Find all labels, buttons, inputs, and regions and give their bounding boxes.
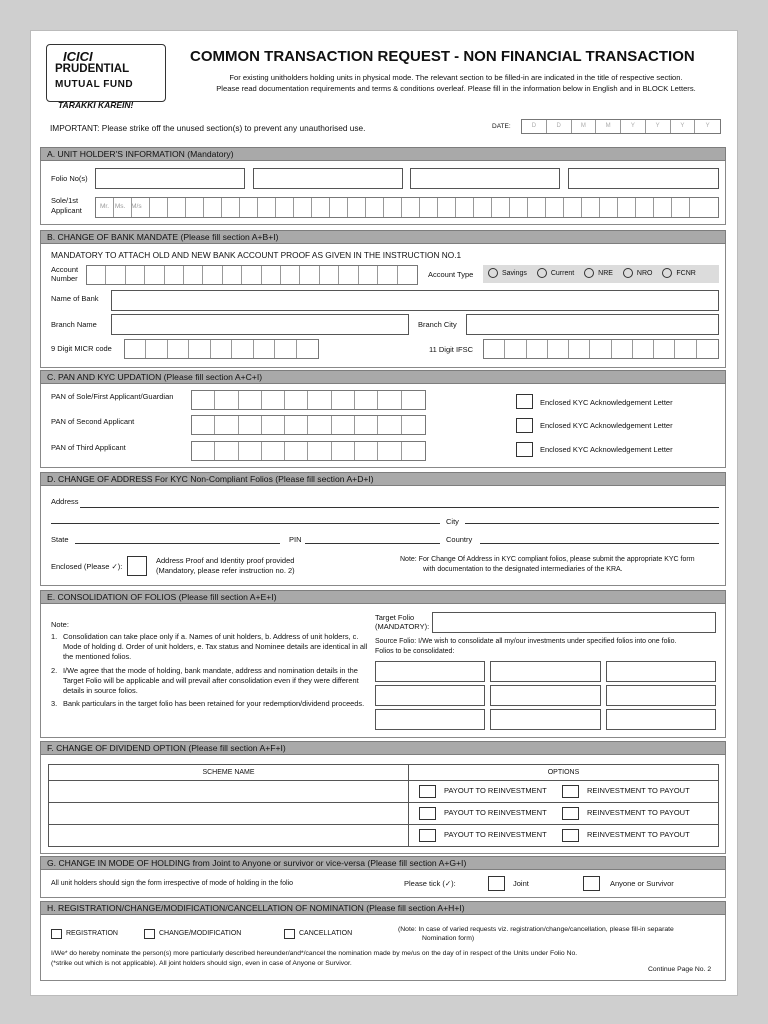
logo-box xyxy=(46,44,166,102)
cancellation-label: CANCELLATION xyxy=(299,930,353,937)
kyc-label-3: Enclosed KYC Acknowledgement Letter xyxy=(540,445,673,454)
consolidation-notes xyxy=(51,632,369,709)
folio-input-1[interactable] xyxy=(95,168,245,189)
cancellation-checkbox[interactable] xyxy=(284,929,295,939)
pan1-cells[interactable] xyxy=(191,390,426,410)
opt-label: REINVESTMENT TO PAYOUT xyxy=(587,808,690,818)
declaration-line-2: (*strike out which is not applicable). All joint holders should sign, even in case of Anyone or Survivor. xyxy=(51,960,352,967)
note-item: 1. Consolidation can take place only if a. Names of unit holders, b. Address of unit holders, c. Mode of holding d. Order of unit holders, e. Tax status and Nominee details are identical in all the mentioned folios. xyxy=(51,632,368,662)
section-h-body xyxy=(40,915,726,981)
radio-nre[interactable] xyxy=(584,270,613,277)
folios-to-consolidate: Folios to be consolidated: xyxy=(375,648,455,655)
address-proof-label: Address Proof and Identity proof provided xyxy=(156,556,295,565)
section-c-header: C. PAN AND KYC UPDATION (Please fill section A+C+I) xyxy=(40,370,726,384)
source-folio-8[interactable] xyxy=(490,709,601,730)
section-d-header: D. CHANGE OF ADDRESS For KYC Non-Compliant Folios (Please fill section A+D+I) xyxy=(40,472,726,486)
kyc-checkbox-3[interactable] xyxy=(516,442,533,457)
source-folio-4[interactable] xyxy=(375,685,485,706)
opt-label: PAYOUT TO REINVESTMENT xyxy=(444,830,547,840)
account-label: Account xyxy=(51,265,79,274)
section-b-header: B. CHANGE OF BANK MANDATE (Please fill section A+B+I) xyxy=(40,230,726,244)
branch-name-input[interactable] xyxy=(111,314,409,335)
logo-sub: PRUDENTIAL xyxy=(55,63,130,75)
scheme-cell[interactable] xyxy=(49,781,409,803)
scheme-cell[interactable] xyxy=(49,803,409,825)
logo-mf: MUTUAL FUND xyxy=(55,79,134,90)
radio-circle-icon xyxy=(488,268,498,278)
state-line[interactable] xyxy=(75,543,280,544)
date-cell: M xyxy=(605,123,611,129)
country-line[interactable] xyxy=(480,543,719,544)
source-folio-6[interactable] xyxy=(606,685,716,706)
date-cell: Y xyxy=(705,123,710,129)
ifsc-cells[interactable] xyxy=(483,339,719,359)
note-item: 3. Bank particulars in the target folio has been retained for your redemption/dividend proceeds. xyxy=(51,699,369,709)
folio-input-4[interactable] xyxy=(568,168,719,189)
city-line[interactable] xyxy=(465,523,719,524)
source-folio-7[interactable] xyxy=(375,709,485,730)
source-folio-2[interactable] xyxy=(490,661,601,682)
ifsc-label: 11 Digit IFSC xyxy=(429,345,474,354)
pin-line[interactable] xyxy=(305,543,440,544)
joint-checkbox[interactable] xyxy=(488,876,505,891)
opt-label: REINVESTMENT TO PAYOUT xyxy=(587,830,690,840)
radio-circle-icon xyxy=(537,268,547,278)
address-line-2[interactable] xyxy=(51,523,440,524)
branch-city-label: Branch City xyxy=(418,320,457,329)
radio-nro[interactable] xyxy=(623,270,653,277)
section-a-header: A. UNIT HOLDER'S INFORMATION (Mandatory) xyxy=(40,147,726,161)
modification-checkbox[interactable] xyxy=(144,929,155,939)
radio-circle-icon xyxy=(662,268,672,278)
source-folio-3[interactable] xyxy=(606,661,716,682)
page-title: COMMON TRANSACTION REQUEST - NON FINANCIAL TRANSACTION xyxy=(190,48,695,65)
section-e-header: E. CONSOLIDATION OF FOLIOS (Please fill section A+E+I) xyxy=(40,590,726,604)
pan3-label: PAN of Third Applicant xyxy=(51,443,126,452)
pin-label: PIN xyxy=(289,535,302,544)
date-cell: Y xyxy=(680,123,685,129)
reinvest-to-payout-checkbox[interactable] xyxy=(562,807,579,820)
type-label: NRO xyxy=(636,270,653,277)
date-cell: Y xyxy=(630,123,635,129)
pan2-label: PAN of Second Applicant xyxy=(51,417,135,426)
scheme-header: SCHEME NAME xyxy=(49,765,409,781)
logo-tagline: TARAKKI KAREIN! xyxy=(58,100,134,110)
opt-label: REINVESTMENT TO PAYOUT xyxy=(587,786,690,796)
intro-line-1: For existing unitholders holding units in physical mode. The relevant section to be filled-in are indicated in the title of respective section. xyxy=(229,73,683,82)
payout-to-reinvest-checkbox[interactable] xyxy=(419,785,436,798)
radio-savings[interactable] xyxy=(488,270,527,277)
kyc-label-2: Enclosed KYC Acknowledgement Letter xyxy=(540,421,673,430)
account-type-label: Account Type xyxy=(428,270,474,279)
date-cells[interactable] xyxy=(521,119,721,134)
note-item: 2. I/We agree that the mode of holding, bank mandate, address and nomination details in the Target Folio will be applicable and will prevail after consolidation even if they were different details in source folios. xyxy=(51,666,369,697)
address-line-1[interactable] xyxy=(80,507,719,508)
opt-label: PAYOUT TO REINVESTMENT xyxy=(444,808,547,818)
title-options: Mr. Ms. M/s xyxy=(100,203,142,210)
city-label: City xyxy=(446,517,459,526)
source-folio-5[interactable] xyxy=(490,685,601,706)
registration-label: REGISTRATION xyxy=(66,930,118,937)
declaration-line-1: I/We* do hereby nominate the person(s) more particularly described hereunder/and*/cancel the nomination made by me/us on the day of in respect of the Units under Folio No. xyxy=(51,950,578,957)
pan2-cells[interactable] xyxy=(191,415,426,435)
pan1-label: PAN of Sole/First Applicant/Guardian xyxy=(51,392,174,401)
target-folio-label: Target Folio xyxy=(375,613,415,622)
account-type-options xyxy=(483,265,719,283)
consolidation-note-label: Note: xyxy=(51,620,69,629)
tick-label: Please tick (✓): xyxy=(404,879,456,888)
folio-input-2[interactable] xyxy=(253,168,403,189)
sole-label: Sole/1st xyxy=(51,196,79,205)
options-header: OPTIONS xyxy=(409,765,719,781)
branch-name-label: Branch Name xyxy=(51,320,97,329)
number-label: Number xyxy=(51,274,78,283)
type-label: NRE xyxy=(598,270,613,277)
micr-label: 9 Digit MICR code xyxy=(51,344,112,353)
applicant-name-cells[interactable] xyxy=(95,197,719,218)
note-text: Bank particulars in the target folio has been retained for your redemption/dividend proceeds. xyxy=(63,699,365,709)
target-folio-mandatory: (MANDATORY): xyxy=(375,622,430,631)
bank-name-input[interactable] xyxy=(111,290,719,311)
micr-cells[interactable] xyxy=(124,339,319,359)
type-label: FCNR xyxy=(676,270,696,277)
date-cell: Y xyxy=(655,123,660,129)
address-label: Address xyxy=(51,497,79,506)
section-h-header: H. REGISTRATION/CHANGE/MODIFICATION/CANCELLATION OF NOMINATION (Please fill section A+H+I) xyxy=(40,901,726,915)
radio-fcnr[interactable] xyxy=(662,270,695,277)
branch-city-input[interactable] xyxy=(466,314,719,335)
address-proof-checkbox[interactable] xyxy=(127,556,147,576)
address-note-2: with documentation to the designated intermediaries of the KRA. xyxy=(423,566,623,573)
source-folio-label: Source Folio: I/We wish to consolidate all my/our investments under specified folios into one folio. xyxy=(375,638,677,645)
scheme-cell[interactable] xyxy=(49,825,409,847)
nomination-note-2: Nomination form) xyxy=(422,935,475,942)
address-proof-sub: (Mandatory, please refer instruction no. 2) xyxy=(156,566,295,575)
modification-label: CHANGE/MODIFICATION xyxy=(159,930,242,937)
note-text: I/We agree that the mode of holding, bank mandate, address and nomination details in the Target Folio will be applicable and will prevail after consolidation even if they were different details in source folios. xyxy=(63,665,359,696)
bank-mandatory-note: MANDATORY TO ATTACH OLD AND NEW BANK ACCOUNT PROOF AS GIVEN IN THE INSTRUCTION NO.1 xyxy=(51,250,462,260)
enclosed-label: Enclosed (Please ✓): xyxy=(51,562,123,571)
options-cell xyxy=(409,781,719,803)
logo-brand: ICICI xyxy=(63,49,93,64)
intro-line-2: Please read documentation requirements and terms & conditions overleaf. Please fill in the information below in English and in BLOCK Letters. xyxy=(216,84,696,93)
anyone-survivor-checkbox[interactable] xyxy=(583,876,600,891)
type-label: Current xyxy=(550,270,575,277)
source-folio-9[interactable] xyxy=(606,709,716,730)
folio-label: Folio No(s) xyxy=(51,174,88,183)
target-folio-input[interactable] xyxy=(432,612,716,633)
source-folio-1[interactable] xyxy=(375,661,485,682)
state-label: State xyxy=(51,535,69,544)
dividend-table xyxy=(48,764,719,847)
continue-label: Continue Page No. 2 xyxy=(648,966,712,973)
registration-checkbox[interactable] xyxy=(51,929,62,939)
date-label: DATE: xyxy=(492,123,511,130)
address-note-1: Note: For Change Of Address in KYC compliant folios, please submit the appropriate KYC form xyxy=(400,556,695,563)
options-cell xyxy=(409,803,719,825)
nomination-note-1: (Note: In case of varied requests viz. registration/change/cancellation, please fill-in separate xyxy=(398,926,674,933)
radio-circle-icon xyxy=(584,268,594,278)
section-f-header: F. CHANGE OF DIVIDEND OPTION (Please fill section A+F+I) xyxy=(40,741,726,755)
holding-text: All unit holders should sign the form irrespective of mode of holding in the folio xyxy=(51,880,294,887)
joint-label: Joint xyxy=(513,879,529,888)
type-label: Savings xyxy=(502,270,527,277)
bank-name-label: Name of Bank xyxy=(51,294,99,303)
folio-input-3[interactable] xyxy=(410,168,560,189)
applicant-label: Applicant xyxy=(51,206,82,215)
kyc-checkbox-2[interactable] xyxy=(516,418,533,433)
important-note: IMPORTANT: Please strike off the unused section(s) to prevent any unauthorised use. xyxy=(50,123,366,133)
kyc-checkbox-1[interactable] xyxy=(516,394,533,409)
account-number-cells[interactable] xyxy=(86,265,418,285)
reinvest-to-payout-checkbox[interactable] xyxy=(562,829,579,842)
note-text: Consolidation can take place only if a. Names of unit holders, b. Address of unit holders, c. Mode of holding d. Order of unit holders, e. Tax status and Nominee details are identical in all the mentioned folios. xyxy=(63,632,368,662)
anyone-label: Anyone or Survivor xyxy=(610,879,674,888)
radio-current[interactable] xyxy=(537,270,574,277)
opt-label: PAYOUT TO REINVESTMENT xyxy=(444,786,547,796)
country-label: Country xyxy=(446,535,473,544)
pan3-cells[interactable] xyxy=(191,441,426,461)
payout-to-reinvest-checkbox[interactable] xyxy=(419,807,436,820)
options-cell xyxy=(409,825,719,847)
reinvest-to-payout-checkbox[interactable] xyxy=(562,785,579,798)
section-g-header: G. CHANGE IN MODE OF HOLDING from Joint to Anyone or survivor or vice-versa (Please fill section A+G+I) xyxy=(40,856,726,870)
date-cell: D xyxy=(531,123,537,129)
date-cell: D xyxy=(556,123,561,129)
radio-circle-icon xyxy=(623,268,633,278)
kyc-label-1: Enclosed KYC Acknowledgement Letter xyxy=(540,398,673,407)
payout-to-reinvest-checkbox[interactable] xyxy=(419,829,436,842)
date-cell: M xyxy=(580,123,586,129)
